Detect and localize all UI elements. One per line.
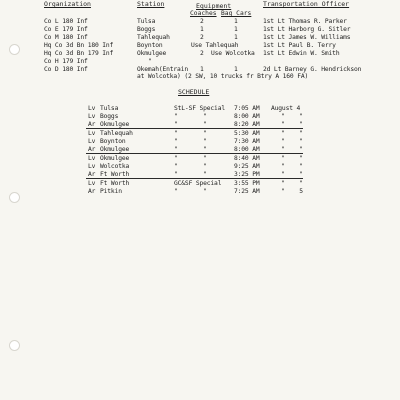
unit-station: Okemah(Entrain bbox=[137, 66, 188, 73]
unit-coaches: 1 bbox=[200, 26, 204, 33]
schedule-date: August 4 bbox=[271, 105, 301, 112]
schedule-place: Wolcotka bbox=[100, 163, 130, 170]
schedule-place: Tulsa bbox=[100, 105, 119, 112]
schedule-place: Ft Worth bbox=[100, 180, 130, 187]
schedule-time: 7:30 AM bbox=[234, 138, 260, 145]
schedule-date: " " bbox=[281, 138, 303, 145]
schedule-direction: Lv bbox=[88, 113, 96, 120]
unit-station: Boynton bbox=[137, 42, 163, 49]
punch-hole-bottom bbox=[9, 340, 20, 351]
schedule-date: " " bbox=[281, 180, 303, 187]
unit-station: " bbox=[148, 58, 152, 65]
schedule-place: Ft Worth bbox=[100, 171, 130, 178]
punch-hole-middle bbox=[9, 192, 20, 203]
header-equipment: Equipment bbox=[196, 2, 232, 10]
unit-officer: 2d Lt Barney G. Hendrickson bbox=[263, 66, 362, 73]
schedule-time: 7:25 AM bbox=[234, 188, 260, 195]
schedule-train: " " bbox=[174, 138, 207, 145]
schedule-direction: Lv bbox=[88, 155, 96, 162]
unit-officer: 1st Lt Paul B. Terry bbox=[263, 42, 336, 49]
unit-coaches: 2 bbox=[200, 18, 204, 25]
schedule-date: " 5 bbox=[281, 188, 303, 195]
schedule-train: " " bbox=[174, 163, 207, 170]
unit-officer: 1st Lt James W. Williams bbox=[263, 34, 351, 41]
header-station: Station bbox=[137, 0, 165, 8]
schedule-train: " " bbox=[174, 121, 207, 128]
schedule-time: 7:05 AM bbox=[234, 105, 260, 112]
schedule-time: 8:20 AM bbox=[234, 121, 260, 128]
unit-org: Hq Co 3d Bn 180 Inf bbox=[44, 42, 114, 49]
schedule-date: " " bbox=[281, 113, 303, 120]
schedule-train: " " bbox=[174, 171, 207, 178]
unit-org: Co M 180 Inf bbox=[44, 34, 88, 41]
unit-org: Co E 179 Inf bbox=[44, 26, 88, 33]
unit-station: Boggs bbox=[137, 26, 156, 33]
schedule-direction: Ar bbox=[88, 146, 96, 153]
schedule-place: Tahlequah bbox=[100, 130, 133, 137]
schedule-time: 8:00 AM bbox=[234, 146, 260, 153]
schedule-place: Okmulgee bbox=[100, 146, 130, 153]
unit-bag-cars: 1 bbox=[234, 66, 238, 73]
unit-org: Co D 180 Inf bbox=[44, 66, 88, 73]
schedule-divider bbox=[86, 128, 303, 129]
schedule-date: " " bbox=[281, 163, 303, 170]
unit-station: Tulsa bbox=[137, 18, 156, 25]
schedule-date: " " bbox=[281, 121, 303, 128]
unit-bag-cars: 1 bbox=[234, 34, 238, 41]
schedule-direction: Lv bbox=[88, 105, 96, 112]
header-coaches: Coaches bbox=[190, 10, 217, 17]
schedule-train: " " bbox=[174, 113, 207, 120]
schedule-time: 9:25 AM bbox=[234, 163, 260, 170]
unit-bag-cars: 1 bbox=[234, 18, 238, 25]
unit-org: Co L 180 Inf bbox=[44, 18, 88, 25]
schedule-direction: Lv bbox=[88, 130, 96, 137]
schedule-direction: Ar bbox=[88, 171, 96, 178]
schedule-date: " " bbox=[281, 146, 303, 153]
schedule-time: 3:55 PM bbox=[234, 180, 260, 187]
unit-station: Tahlequah bbox=[137, 34, 170, 41]
punch-hole-top bbox=[9, 44, 20, 55]
unit-coaches: 2 bbox=[200, 34, 204, 41]
schedule-place: Boynton bbox=[100, 138, 126, 145]
schedule-time: 8:40 AM bbox=[234, 155, 260, 162]
unit-station: Okmulgee bbox=[137, 50, 167, 57]
unit-officer: 1st Lt Thomas R. Parker bbox=[263, 18, 347, 25]
header-transportation-officer: Transportation Officer bbox=[263, 0, 350, 8]
schedule-direction: Ar bbox=[88, 188, 96, 195]
unit-coaches: 1 bbox=[200, 66, 204, 73]
schedule-time: 5:30 AM bbox=[234, 130, 260, 137]
schedule-direction: Lv bbox=[88, 180, 96, 187]
schedule-title: SCHEDULE bbox=[178, 88, 210, 96]
schedule-place: Boggs bbox=[100, 113, 119, 120]
okemah-note: at Wolcotka) (2 SW, 10 trucks fr Btry A 160 FA) bbox=[137, 73, 309, 80]
schedule-date: " " bbox=[281, 171, 303, 178]
schedule-time: 8:00 AM bbox=[234, 113, 260, 120]
unit-officer: 1st Lt Harborg G. Sitler bbox=[263, 26, 351, 33]
schedule-divider bbox=[86, 153, 303, 154]
unit-coaches: 2 bbox=[200, 50, 204, 57]
schedule-train: " " bbox=[174, 155, 207, 162]
schedule-direction: Lv bbox=[88, 138, 96, 145]
schedule-direction: Lv bbox=[88, 163, 96, 170]
schedule-date: " " bbox=[281, 130, 303, 137]
schedule-train: " " bbox=[174, 188, 207, 195]
schedule-place: Okmulgee bbox=[100, 155, 130, 162]
schedule-train: GC&SF Special bbox=[174, 180, 222, 187]
header-bag-cars: Bag Cars bbox=[221, 10, 252, 17]
unit-bag-cars: Use Wolcotka bbox=[211, 50, 255, 57]
header-organization: Organization bbox=[44, 0, 91, 8]
unit-bag-cars: 1 bbox=[234, 26, 238, 33]
unit-officer: 1st Lt Edwin W. Smith bbox=[263, 50, 340, 57]
schedule-train: " " bbox=[174, 130, 207, 137]
schedule-place: Pitkin bbox=[100, 188, 122, 195]
schedule-divider bbox=[86, 178, 303, 179]
schedule-direction: Ar bbox=[88, 121, 96, 128]
schedule-date: " " bbox=[281, 155, 303, 162]
schedule-time: 3:25 PM bbox=[234, 171, 260, 178]
unit-org: Hq Co 3d Bn 179 Inf bbox=[44, 50, 114, 57]
schedule-train: StL-SF Special bbox=[174, 105, 225, 112]
schedule-train: " " bbox=[174, 146, 207, 153]
schedule-place: Okmulgee bbox=[100, 121, 130, 128]
unit-org: Co H 179 Inf bbox=[44, 58, 88, 65]
unit-coaches: Use Tahlequah bbox=[191, 42, 239, 49]
